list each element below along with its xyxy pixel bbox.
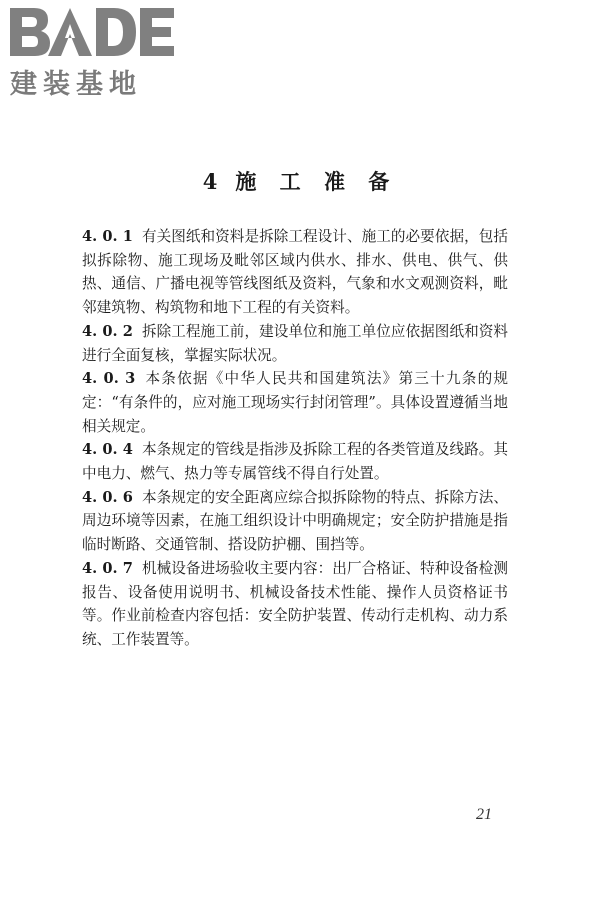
clause-number: 4. 0. 2: [82, 322, 133, 340]
clause-text: 本条规定的安全距离应综合拟拆除物的特点、拆除方法、周边环境等因素，在施工组织设计中明确规定；安全防护措施是指临时断路、交通管制、搭设防护棚、围挡等。: [82, 488, 508, 554]
logo-subtitle: 建装基地: [10, 69, 142, 100]
clause-number: 4. 0. 3: [82, 370, 136, 388]
clause-number: 4. 0. 6: [82, 488, 133, 506]
clause-4-0-7: [82, 557, 508, 652]
section-number: 4: [202, 169, 226, 194]
clause-4-0-1: [82, 225, 508, 320]
clause-4-0-4: [82, 438, 508, 485]
bade-logo: [8, 4, 178, 100]
clause-4-0-3: [82, 367, 508, 438]
clause-4-0-6: [82, 486, 508, 557]
bade-wordmark-logo: [8, 4, 178, 60]
clause-text: 机械设备进场验收主要内容：出厂合格证、特种设备检测报告、设备使用说明书、机械设备技术性能、操作人员资格证书等。作业前检查内容包括：安全防护装置、传动行走机构、动力系统、工作装置等。: [82, 559, 508, 648]
page-number: 21: [476, 806, 492, 823]
clause-text: 拆除工程施工前，建设单位和施工单位应依据图纸和资料进行全面复核，掌握实际状况。: [82, 322, 508, 364]
clause-text: 本条依据《中华人民共和国建筑法》第三十九条的规定：“有条件的，应对施工现场实行封闭管理”。具体设置遵循当地相关规定。: [82, 370, 508, 435]
clause-text: 本条规定的管线是指涉及拆除工程的各类管道及线路。其中电力、燃气、热力等专属管线不得自行处置。: [82, 441, 508, 483]
clause-number: 4. 0. 1: [82, 228, 133, 245]
section-title: 施 工 准 备: [235, 169, 398, 194]
clause-4-0-2: [82, 320, 508, 367]
clause-list: [82, 225, 508, 652]
clause-number: 4. 0. 7: [82, 559, 133, 577]
section-heading: [0, 166, 600, 196]
clause-number: 4. 0. 4: [82, 441, 133, 459]
clause-text: 有关图纸和资料是拆除工程设计、施工的必要依据，包括拟拆除物、施工现场及毗邻区域内供水、排水、供电、供气、供热、通信、广播电视等管线图纸及资料，气象和水文观测资料，毗邻建筑物、构筑物和地下工程的有关资料。: [82, 228, 508, 317]
